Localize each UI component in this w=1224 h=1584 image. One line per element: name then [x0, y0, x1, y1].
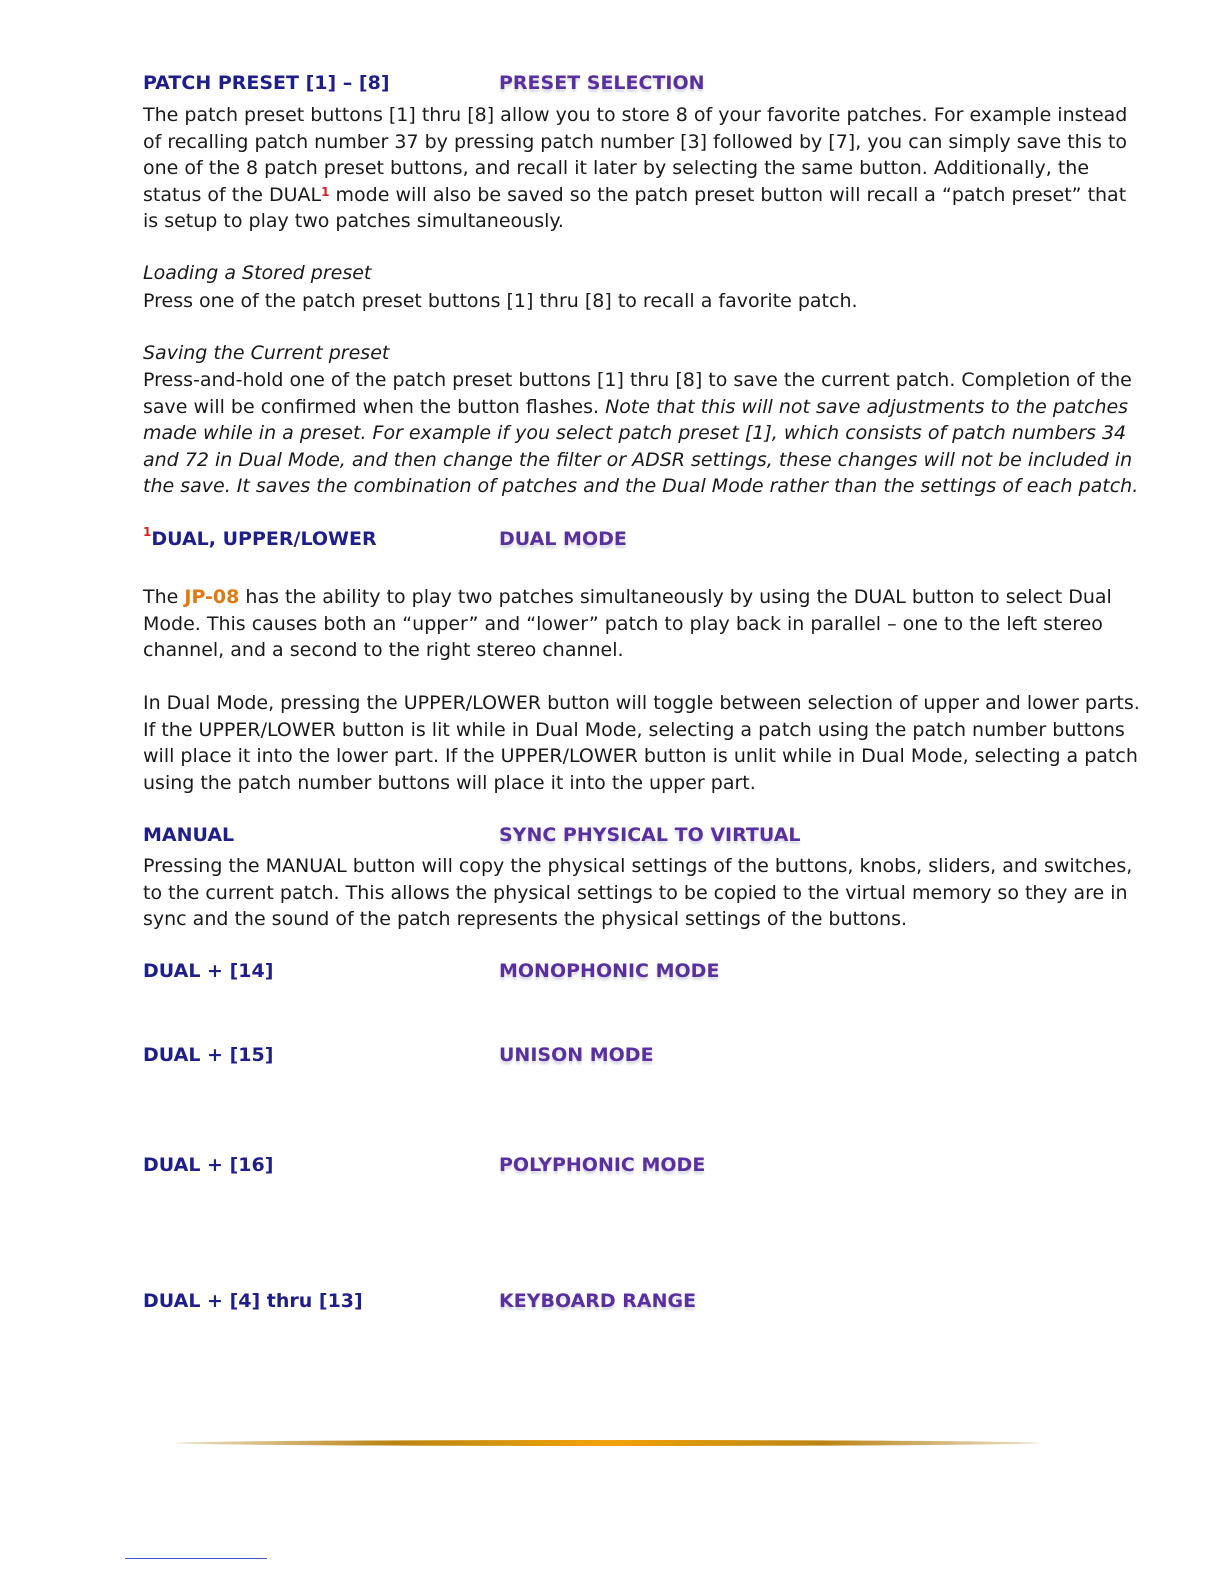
- poly-title: POLYPHONIC MODE: [499, 1154, 706, 1176]
- dual-paragraph-2: In Dual Mode, pressing the UPPER/LOWER button will toggle between selection of upper and lower parts. If the UPPER/LOWER button is lit while in Dual Mode, selecting a patch using the patch number buttons will place it into the lower part. If the UPPER/LOWER button is unlit while in Dual Mode, selecting a patch using the patch number buttons will place it into the upper part.: [143, 692, 1140, 794]
- patch-preset-body: The patch preset buttons [1] thru [8] allow you to store 8 of your favorite patches. For example instead of recalling patch number 37 by pressing patch number [3] followed by [7], you can simply save this to one of the 8 patch preset buttons, and recall it later by selecting the same button. Additionally, the status of the DUAL: [143, 104, 1128, 206]
- patch-preset-paragraph: [143, 102, 1143, 235]
- section-header-mono: [143, 960, 1143, 990]
- section-header-keyboard: [143, 1290, 1143, 1320]
- manual-paragraph: Pressing the MANUAL button will copy the physical settings of the buttons, knobs, sliders, and switches, to the current patch. This allows the physical settings to be copied to the virtual memory so they are in sync and the sound of the patch represents the physical settings of the buttons.: [143, 855, 1133, 931]
- keyboard-title: KEYBOARD RANGE: [499, 1290, 697, 1312]
- section-header-poly: [143, 1154, 1143, 1184]
- mono-label: DUAL + [14]: [143, 960, 274, 982]
- dual-label: DUAL, UPPER/LOWER: [151, 528, 377, 550]
- footnote-marker: 1: [321, 184, 330, 199]
- dual-label-wrap: [143, 525, 377, 550]
- unison-title: UNISON MODE: [499, 1044, 654, 1066]
- poly-label: DUAL + [16]: [143, 1154, 274, 1176]
- mono-title: MONOPHONIC MODE: [499, 960, 720, 982]
- dual-mode-title: DUAL MODE: [499, 528, 627, 550]
- dual-p1-pre: The: [143, 586, 185, 608]
- loading-paragraph: Press one of the patch preset buttons [1] thru [8] to recall a favorite patch.: [143, 290, 858, 312]
- saving-paragraph: [143, 367, 1143, 500]
- saving-subheading: Saving the Current preset: [143, 342, 390, 364]
- section-header-unison: [143, 1044, 1143, 1074]
- section-header-dual: [143, 525, 1143, 558]
- unison-label: DUAL + [15]: [143, 1044, 274, 1066]
- preset-selection-title: PRESET SELECTION: [499, 72, 705, 94]
- decorative-gold-divider: [175, 1440, 1040, 1446]
- sync-title: SYNC PHYSICAL TO VIRTUAL: [499, 824, 801, 846]
- loading-subheading: Loading a Stored preset: [143, 262, 372, 284]
- keyboard-label: DUAL + [4] thru [13]: [143, 1290, 363, 1312]
- dual-footnote-marker: 1: [143, 525, 152, 539]
- patch-preset-body-tail: mode will also be saved so the patch preset button will recall a “patch preset” that is setup to play two patches simultaneously.: [143, 183, 1127, 233]
- dual-p1-post: has the ability to play two patches simultaneously by using the DUAL button to select Dual Mode. This causes both an “upper” and “lower” patch to play back in parallel – one to the left stereo channel, and a second to the right stereo channel.: [143, 586, 1112, 662]
- section-header-manual: [143, 824, 1143, 854]
- jp08-brand: JP-08: [184, 586, 240, 608]
- saving-body: Press-and-hold one of the patch preset buttons [1] thru [8] to save the current patch. Completion of the save will be confirmed when the button flashes.: [143, 369, 1132, 418]
- saving-note: Note that this will not save adjustments to the patches made while in a preset. For example if you select patch preset [1], which consists of patch numbers 34 and 72 in Dual Mode, and then change the filter or ADSR settings, these changes will not be included in the save. It saves the combination of patches and the Dual Mode rather than the settings of each patch.: [143, 395, 1139, 498]
- dual-paragraph-1: [143, 584, 1143, 664]
- manual-label: MANUAL: [143, 824, 235, 846]
- patch-preset-label: PATCH PRESET [1] – [8]: [143, 72, 390, 94]
- footnote-separator: [125, 1558, 267, 1559]
- section-header-patch-preset: [143, 72, 1143, 102]
